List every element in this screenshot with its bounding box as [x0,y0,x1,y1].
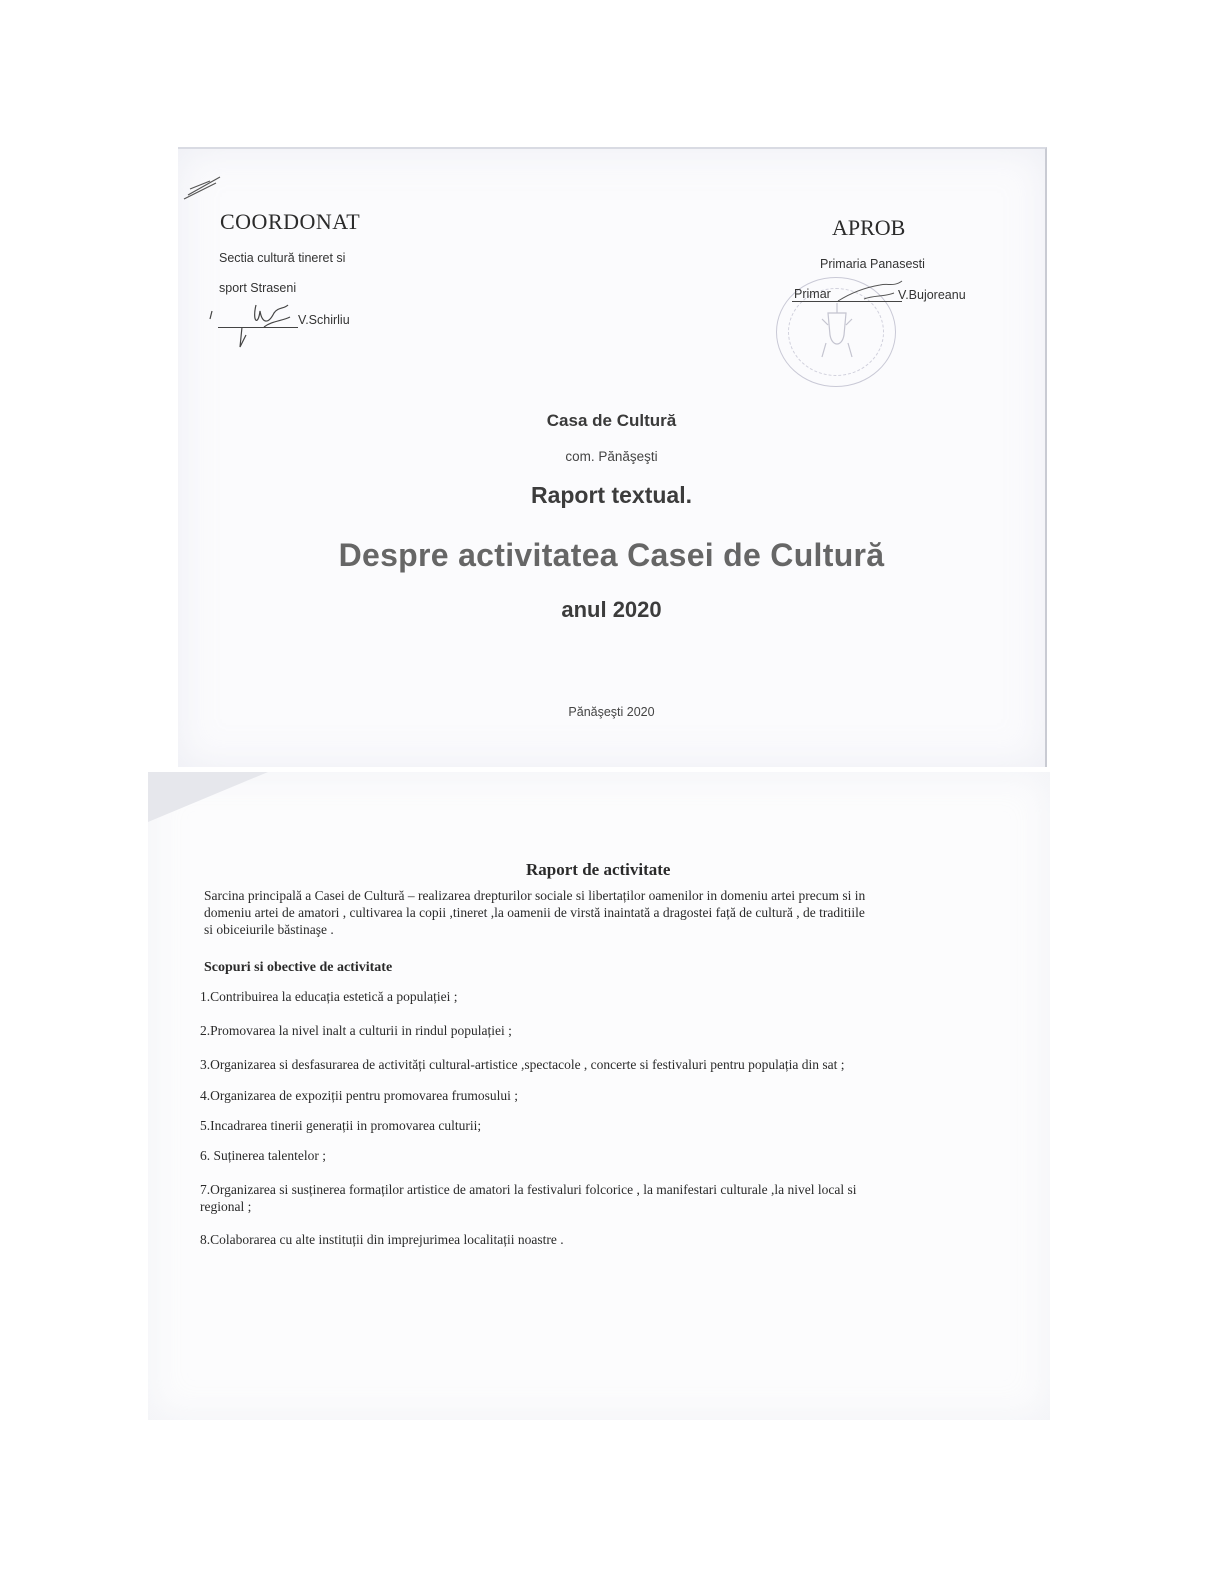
aprob-signatory: V.Bujoreanu [898,288,966,302]
report-year: anul 2020 [561,597,662,622]
objective-item: 2.Promovarea la nivel inalt a culturii in rindul populației ; [200,1023,512,1038]
coat-of-arms-icon [816,299,858,361]
objective-item: 5.Incadrarea tinerii generații in promovarea culturii; [200,1118,482,1133]
objectives-heading: Scopuri si obective de activitate [204,960,393,975]
commune-name: com. Pănăşeşti [565,449,658,464]
objective-item: 1.Contribuirea la educația estetică a populației ; [200,989,458,1004]
coordonat-org-line2: sport Straseni [219,281,297,295]
intro-line-3: si obiceiurile băstinaşe . [204,922,334,937]
institution-name: Casa de Cultură [546,411,677,430]
objective-item: 4.Organizarea de expoziții pentru promovarea frumosului ; [200,1088,519,1103]
cover-page [178,147,1047,767]
report-subject: Despre activitatea Casei de Cultură [338,537,885,573]
aprob-org: Primaria Panasesti [820,257,925,271]
cover-footer: Pănăşeşti 2020 [568,705,655,719]
objective-item: 8.Colaborarea cu alte instituții din imprejurimea localitații noastre . [200,1232,564,1247]
coordonat-signature-icon [202,297,302,351]
aprob-role: Primar [794,287,831,301]
folded-corner [148,772,268,822]
objective-item: 7.Organizarea si susținerea formaților artistice de amatori la festivaluri folcorice , la manifestari culturale ,la nivel local si [200,1182,857,1197]
aprob-signature-icon [834,277,906,307]
report-title: Raport de activitate [526,860,671,879]
pen-mark-icon [180,173,224,203]
activity-report-page [148,772,1050,1420]
intro-line-2: domeniu artei de amatori , cultivarea la copii ,tineret ,la oamenii de virstă inaintată a dragostei față de cultură , de traditiile [204,905,865,920]
aprob-title: APROB [832,215,906,240]
objective-item-continuation: regional ; [200,1199,252,1214]
report-type: Raport textual. [530,482,693,508]
intro-line-1: Sarcina principală a Casei de Cultură – realizarea drepturilor sociale si libertaților oamenilor in domeniu artei precum si in [204,888,866,903]
objective-item: 6. Suținerea talentelor ; [200,1148,326,1163]
objective-item: 3.Organizarea si desfasurarea de activități cultural-artistice ,spectacole , concerte si festivaluri pentru populația din sat ; [200,1057,845,1072]
coordonat-org-line1: Sectia cultură tineret si [219,251,346,265]
coordonat-signatory: V.Schirliu [298,313,350,327]
coordonat-title: COORDONAT [220,209,361,234]
